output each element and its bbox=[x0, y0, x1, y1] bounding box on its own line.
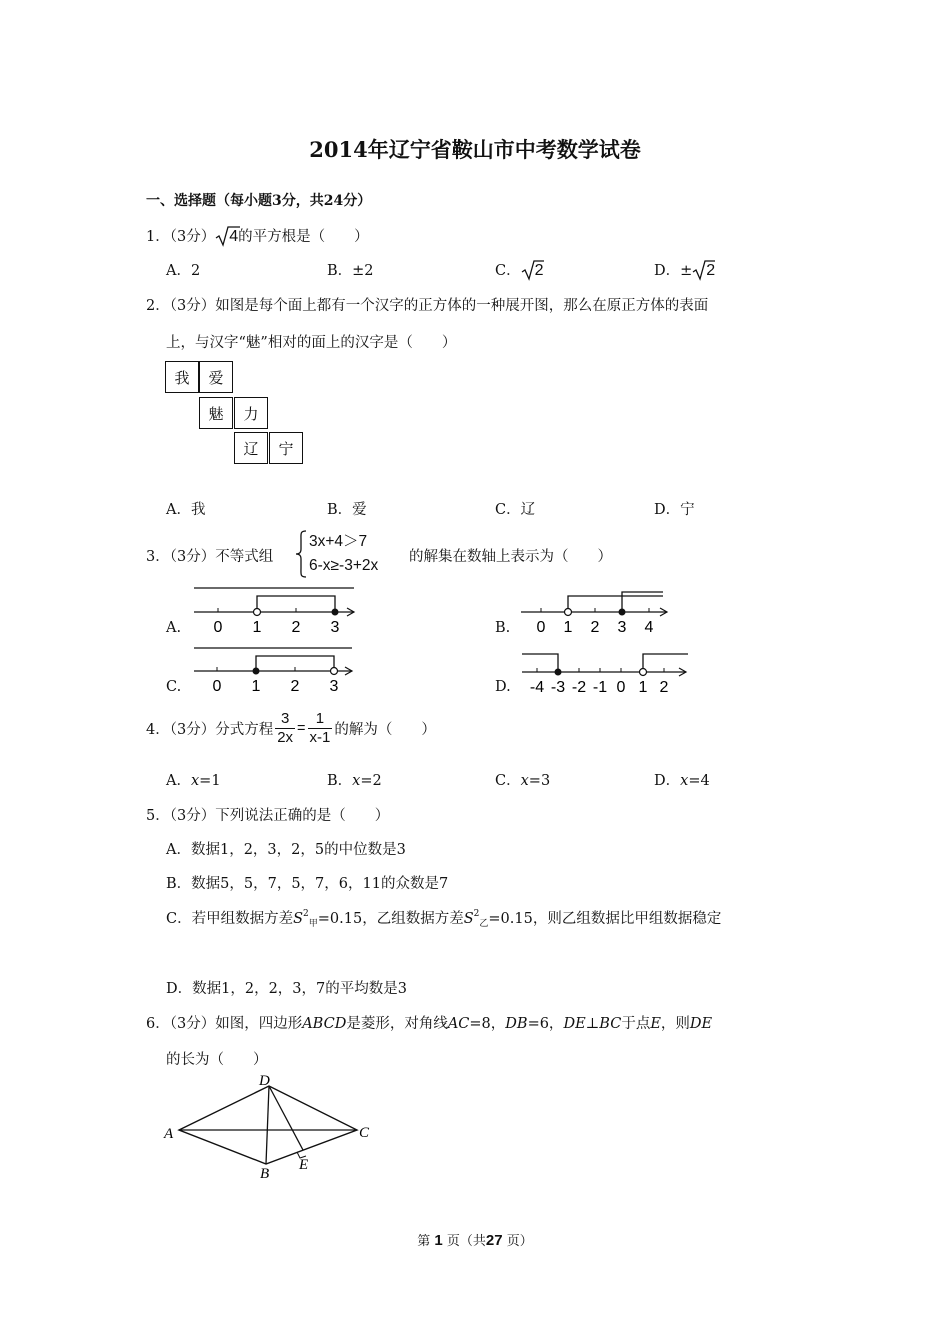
q6-text: 6．（3分）如图，四边形 bbox=[146, 1016, 303, 1032]
superscript: 2 bbox=[303, 909, 309, 919]
point-label-e: E bbox=[299, 1157, 309, 1173]
variance-symbol: S bbox=[463, 911, 474, 927]
q1-stem-end: 的平方根是（ ） bbox=[238, 229, 369, 245]
q2-option-c: C．辽 bbox=[495, 502, 536, 518]
tick-label: 2 bbox=[590, 619, 600, 636]
fraction-denominator: 2x bbox=[277, 729, 294, 746]
footer-text: 第 bbox=[417, 1234, 431, 1249]
option-value: =1 bbox=[199, 773, 221, 789]
q5-option-b: B．数据5，5，7，5，7，6，11的众数是7 bbox=[166, 876, 449, 892]
variable-x: x bbox=[520, 773, 529, 789]
tick-label: -1 bbox=[592, 679, 608, 696]
q1-stem: 1．（3分） bbox=[146, 229, 216, 245]
net-cell-6: 宁 bbox=[269, 432, 303, 464]
q6-text: ⊥ bbox=[585, 1016, 600, 1032]
q1-option-b: B．±2 bbox=[327, 263, 374, 279]
q4-option-c bbox=[495, 769, 550, 790]
net-cell-2: 爱 bbox=[199, 361, 233, 393]
number-line-c bbox=[194, 645, 364, 697]
tick-label: 1 bbox=[252, 619, 262, 636]
tick-label: 1 bbox=[251, 678, 261, 695]
variable-x: x bbox=[352, 773, 361, 789]
q5-option-d: D．数据1，2，2，3，7的平均数是3 bbox=[166, 981, 407, 997]
option-value: =4 bbox=[688, 773, 710, 789]
q3-stem: 3．（3分）不等式组 bbox=[146, 549, 274, 565]
net-cell-4: 力 bbox=[234, 397, 268, 429]
q1-option-d-sqrt bbox=[692, 262, 715, 280]
subscript: 甲 bbox=[308, 919, 318, 929]
q5-option-a: A．数据1，2，3，2，5的中位数是3 bbox=[166, 842, 406, 858]
net-cell-5: 辽 bbox=[234, 432, 268, 464]
q6-math: DE bbox=[563, 1016, 586, 1032]
page-number: 1 bbox=[434, 1232, 443, 1249]
net-cell-3: 魅 bbox=[199, 397, 233, 429]
q6-line-1 bbox=[146, 1012, 712, 1033]
q4-fraction-1 bbox=[275, 710, 295, 747]
q1-option-c bbox=[495, 259, 544, 280]
q4-stem: 4．（3分）分式方程 bbox=[146, 722, 274, 738]
q6-text: =6， bbox=[527, 1016, 564, 1032]
option-text: =0.15，乙组数据方差 bbox=[317, 911, 464, 927]
tick-label: 2 bbox=[290, 678, 300, 695]
q4-option-a bbox=[166, 769, 221, 790]
brace-icon bbox=[295, 530, 309, 578]
q6-text: 是菱形，对角线 bbox=[346, 1016, 448, 1032]
tick-label: -2 bbox=[571, 679, 587, 696]
question-4 bbox=[146, 710, 436, 747]
rhombus-figure bbox=[160, 1072, 380, 1182]
option-value: =2 bbox=[360, 773, 382, 789]
tick-label: 3 bbox=[617, 619, 627, 636]
radical-sign-icon bbox=[692, 260, 716, 282]
q6-math: DE bbox=[689, 1016, 713, 1032]
tick-label: 1 bbox=[563, 619, 573, 636]
number-line-a bbox=[194, 586, 364, 638]
q1-sqrt bbox=[215, 228, 238, 246]
fraction-denominator: x-1 bbox=[309, 729, 331, 746]
fraction-numerator: 1 bbox=[315, 710, 325, 727]
q2-option-a: A．我 bbox=[166, 502, 206, 518]
q1-option-c-radicand: 2 bbox=[534, 262, 544, 279]
q2-line-1: 2．（3分）如图是每个面上都有一个汉字的正方体的一种展开图，那么在原正方体的表面 bbox=[146, 298, 709, 314]
footer-text: 页） bbox=[506, 1234, 533, 1249]
q6-math: ABCD bbox=[302, 1016, 347, 1032]
q4-stem-end: 的解为（ ） bbox=[334, 722, 436, 738]
q3-option-c-label: C. bbox=[166, 679, 182, 695]
q2-line-2: 上，与汉字“魅”相对的面上的汉字是（ ） bbox=[166, 335, 457, 351]
q3-inequality-2: 6-x≥-3+2x bbox=[309, 557, 379, 574]
q1-option-a: A．2 bbox=[166, 263, 201, 279]
variable-x: x bbox=[190, 773, 200, 789]
q6-math: DB bbox=[505, 1016, 528, 1032]
option-label: D． bbox=[654, 773, 681, 789]
q6-line-2: 的长为（ ） bbox=[166, 1052, 268, 1068]
tick-label: 3 bbox=[329, 678, 339, 695]
q3-option-d-label: D. bbox=[495, 679, 511, 695]
tick-label: 2 bbox=[659, 679, 669, 696]
q6-text: =8， bbox=[469, 1016, 506, 1032]
number-line-d bbox=[522, 648, 692, 700]
superscript: 2 bbox=[473, 909, 480, 919]
q6-math: AC bbox=[447, 1016, 470, 1032]
section-heading: 一、选择题（每小题3分，共24分） bbox=[146, 193, 372, 209]
q3-stem-end: 的解集在数轴上表示为（ ） bbox=[409, 549, 612, 565]
option-text: C．若甲组数据方差 bbox=[166, 911, 294, 927]
net-cell-1: 我 bbox=[165, 361, 199, 393]
tick-label: 1 bbox=[638, 679, 648, 696]
q1-option-c-sqrt bbox=[521, 262, 544, 280]
page-total: 27 bbox=[485, 1232, 503, 1249]
q5-stem: 5．（3分）下列说法正确的是（ ） bbox=[146, 808, 390, 824]
option-label: B． bbox=[327, 773, 353, 789]
question-1 bbox=[146, 225, 369, 246]
tick-label: -4 bbox=[529, 679, 545, 696]
footer-text: 页（共 bbox=[446, 1234, 486, 1249]
q4-option-d bbox=[654, 769, 710, 790]
option-label: C． bbox=[495, 773, 521, 789]
page-footer bbox=[0, 1230, 950, 1249]
vertex-label-a: A bbox=[164, 1126, 174, 1142]
q3-option-b-label: B. bbox=[495, 620, 511, 636]
radical-sign-icon bbox=[521, 260, 545, 282]
q4-fraction-2 bbox=[308, 710, 333, 747]
q6-text: 于点 bbox=[621, 1016, 651, 1032]
tick-label: 0 bbox=[536, 619, 546, 636]
q6-math: E bbox=[650, 1016, 661, 1032]
variance-symbol: S bbox=[293, 911, 304, 927]
q1-radicand: 4 bbox=[229, 228, 239, 245]
q4-option-b bbox=[327, 769, 382, 790]
option-label: A． bbox=[166, 773, 191, 789]
q2-option-b: B．爱 bbox=[327, 502, 367, 518]
tick-label: -3 bbox=[550, 679, 566, 696]
tick-label: 3 bbox=[330, 619, 340, 636]
q2-option-d: D．宁 bbox=[654, 502, 695, 518]
vertex-label-c: C bbox=[359, 1125, 370, 1141]
page-title: 2014年辽宁省鞍山市中考数学试卷 bbox=[309, 137, 641, 162]
q1-option-d-label: D．± bbox=[654, 263, 693, 279]
number-line-b bbox=[521, 588, 681, 640]
q6-text: ，则 bbox=[660, 1016, 690, 1032]
vertex-label-d: D bbox=[259, 1073, 270, 1089]
subscript: 乙 bbox=[479, 919, 489, 929]
variable-x: x bbox=[680, 773, 689, 789]
tick-label: 0 bbox=[213, 619, 223, 636]
tick-label: 2 bbox=[291, 619, 301, 636]
q3-option-a-label: A. bbox=[166, 620, 182, 636]
q1-option-c-label: C． bbox=[495, 263, 521, 279]
vertex-label-b: B bbox=[260, 1166, 270, 1182]
option-text: =0.15，则乙组数据比甲组数据稳定 bbox=[488, 911, 722, 927]
q1-option-d-radicand: 2 bbox=[706, 262, 716, 279]
tick-label: 4 bbox=[644, 619, 654, 636]
equals-sign: = bbox=[297, 720, 306, 737]
tick-label: 0 bbox=[212, 678, 222, 695]
tick-label: 0 bbox=[616, 679, 626, 696]
q1-option-d bbox=[654, 259, 715, 280]
fraction-numerator: 3 bbox=[280, 710, 290, 727]
q6-math: BC bbox=[599, 1016, 622, 1032]
option-value: =3 bbox=[528, 773, 551, 789]
radical-sign-icon bbox=[215, 226, 241, 248]
q3-inequality-1: 3x+4＞7 bbox=[309, 533, 368, 550]
q5-option-c bbox=[166, 907, 721, 928]
